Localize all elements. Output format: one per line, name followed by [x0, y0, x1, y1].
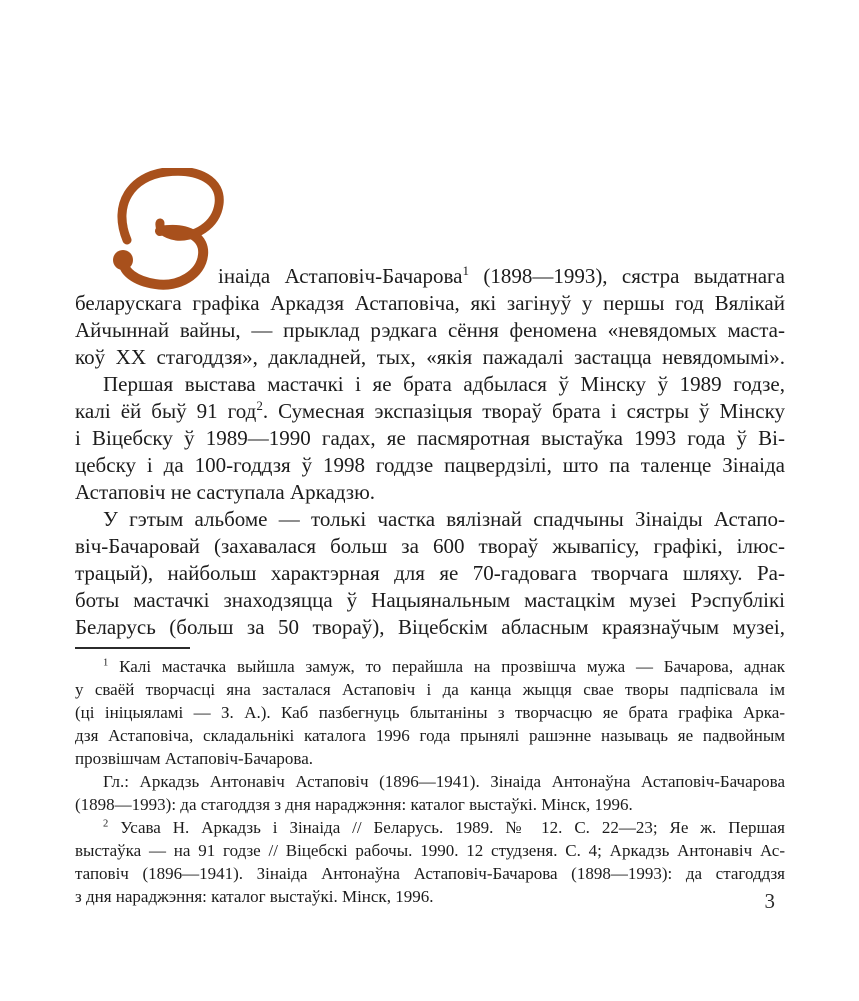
text-line: У гэтым альбоме — толькі частка вялізнай спадчыны Зінаіды Астапо-: [103, 507, 785, 531]
text-line: беларускага графіка Аркадзя Астаповіча, які загінуў у першы год Вялікай: [75, 291, 785, 315]
text-line: інаіда Астаповіч-Бачарова$^1$ (1898—1993), сястра выдатнага: [218, 263, 785, 288]
paragraph-intro: [75, 263, 785, 371]
text-line: боты мастачкі знаходзяцца ў Нацыянальным мастацкім музеі Рэспублікі: [75, 588, 785, 612]
footnote-marker: 2: [256, 398, 263, 413]
footnote-marker: 1: [462, 263, 469, 278]
text-line: віч-Бачаровай (захавалася больш за 600 твораў жывапісу, графікі, ілюс-: [75, 534, 785, 558]
text-line: (ці ініцыяламі — З. А.). Каб пазбегнуць блытаніны з творчасцю яе брата графіка Арка-: [75, 703, 785, 722]
text-line: з дня нараджэння: каталог выстаўкі. Мінск, 1996.: [75, 887, 434, 906]
text-line: Беларусь (больш за 50 твораў), Віцебскім абласным краязнаўчым музеі,: [75, 615, 785, 639]
text-line: Астаповіч не саступала Аркадзю.: [75, 480, 376, 504]
footnote-marker: 1: [103, 657, 109, 669]
text-line: цебску і да 100-годдзя ў 1998 годдзе пацвердзілі, што па таленце Зінаіда: [75, 453, 785, 477]
text-line: дзя Астаповіча, складальнікі каталога 1996 года прынялі рашэнне называць яе падвойным: [75, 726, 785, 745]
footnote-1-reference: [75, 770, 785, 816]
text-line: таповіч (1896—1941). Зінаіда Антонаўна Астаповіч-Бачарова (1898—1993): да стагоддзя: [75, 864, 785, 883]
text-line: Айчыннай вайны, — прыклад рэдкага сёння феномена «невядомых маста-: [75, 318, 785, 342]
text-line: выстаўка — на 91 годзе // Віцебскі рабочы. 1990. 12 студзеня. С. 4; Аркадзь Антонавіч Ас-: [75, 841, 785, 860]
paragraph-album-contents: [75, 506, 785, 641]
footnote-marker: 2: [103, 818, 109, 830]
text-line: $^2$ Усава Н. Аркадзь і Зінаіда // Беларусь. 1989. № 12. С. 22—23; Яе ж. Першая: [103, 818, 785, 837]
body-text: [75, 263, 785, 641]
text-line: трацый), найбольш характэрная для яе 70-гадовага творчага шляху. Ра-: [75, 561, 785, 585]
footnote-1: [75, 655, 785, 770]
footnote-separator-rule: [75, 647, 190, 649]
text-line: Першая выстава мастачкі і яе брата адбылася ў Мінску ў 1989 годзе,: [103, 372, 785, 396]
paragraph-first-exhibition: [75, 371, 785, 506]
footnotes: [75, 655, 785, 908]
page-number: 3: [764, 889, 775, 913]
text-line: і Віцебску ў 1989—1990 гадах, яе пасмяротная выстаўка 1993 года ў Ві-: [75, 426, 785, 450]
text-line: коў XX стагоддзя», дакладней, тых, «якія пажадалі застацца невядомымі».: [75, 345, 785, 369]
text-line: прозвішчам Астаповіч-Бачарова.: [75, 749, 313, 768]
text-line: $^1$ Калі мастачка выйшла замуж, то перайшла на прозвішча мужа — Бачарова, аднак: [103, 657, 785, 676]
text-line: (1898—1993): да стагоддзя з дня нараджэння: каталог выстаўкі. Мінск, 1996.: [75, 795, 633, 814]
text-line: Гл.: Аркадзь Антонавіч Астаповіч (1896—1941). Зінаіда Антонаўна Астаповіч-Бачарова: [103, 772, 785, 791]
text-line: у сваёй творчасці яна засталася Астаповіч і да канца жыцця свае творы падпісвала ім: [75, 680, 785, 699]
text-line: калі ёй быў 91 год$^2$. Сумесная экспазіцыя твораў брата і сястры ў Мінску: [75, 398, 785, 423]
